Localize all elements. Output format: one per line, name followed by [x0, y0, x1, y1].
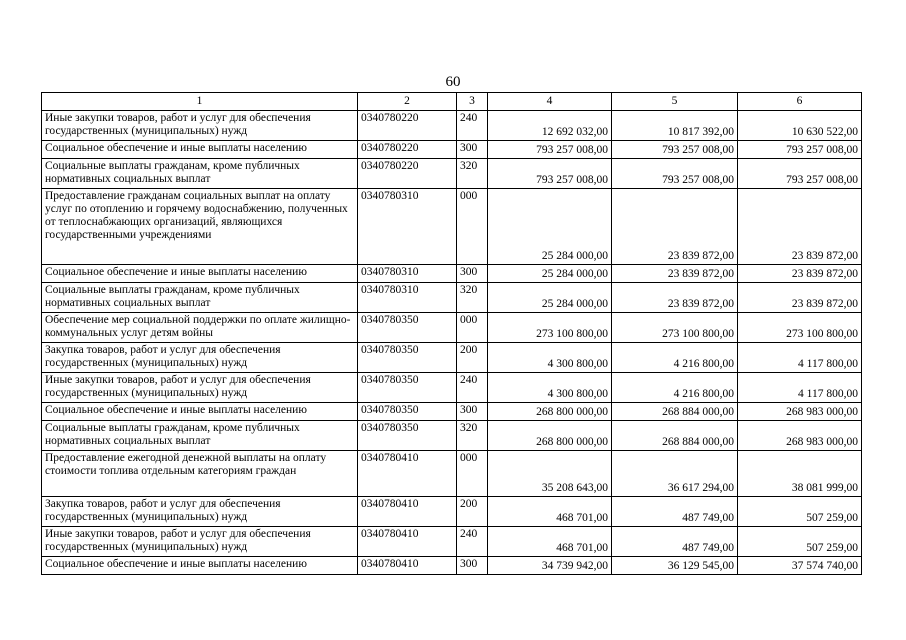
table-row	[42, 497, 862, 527]
row-value-year-1: 468 701,00	[488, 497, 612, 527]
row-value-year-3: 23 839 872,00	[738, 265, 862, 283]
row-name: Иные закупки товаров, работ и услуг для обеспечения государственных (муниципальных) нужд	[42, 373, 358, 403]
row-value-year-3: 4 117 800,00	[738, 343, 862, 373]
row-value-year-3: 37 574 740,00	[738, 557, 862, 575]
row-value-year-2: 36 617 294,00	[612, 451, 738, 497]
table-row	[42, 313, 862, 343]
row-value-year-1: 34 739 942,00	[488, 557, 612, 575]
row-value-year-2: 273 100 800,00	[612, 313, 738, 343]
row-expense-type: 320	[457, 159, 488, 189]
row-code: 0340780410	[358, 527, 457, 557]
row-name: Социальное обеспечение и иные выплаты населению	[42, 557, 358, 575]
row-name: Социальные выплаты гражданам, кроме публичных нормативных социальных выплат	[42, 159, 358, 189]
row-value-year-2: 4 216 800,00	[612, 343, 738, 373]
row-name: Закупка товаров, работ и услуг для обеспечения государственных (муниципальных) нужд	[42, 497, 358, 527]
page-number: 60	[445, 74, 461, 90]
row-value-year-3: 23 839 872,00	[738, 283, 862, 313]
row-value-year-3: 23 839 872,00	[738, 189, 862, 265]
row-expense-type: 000	[457, 451, 488, 497]
table-row	[42, 141, 862, 159]
row-expense-type: 300	[457, 141, 488, 159]
row-name: Социальное обеспечение и иные выплаты населению	[42, 141, 358, 159]
table-row	[42, 373, 862, 403]
row-code: 0340780350	[358, 421, 457, 451]
table-row	[42, 159, 862, 189]
row-name: Социальное обеспечение и иные выплаты населению	[42, 403, 358, 421]
row-code: 0340780350	[358, 313, 457, 343]
row-value-year-1: 25 284 000,00	[488, 283, 612, 313]
row-expense-type: 320	[457, 421, 488, 451]
table-row	[42, 527, 862, 557]
row-value-year-2: 268 884 000,00	[612, 403, 738, 421]
column-header: 1	[42, 93, 358, 111]
table-body	[42, 111, 862, 575]
row-name: Социальные выплаты гражданам, кроме публичных нормативных социальных выплат	[42, 421, 358, 451]
row-code: 0340780350	[358, 403, 457, 421]
row-expense-type: 240	[457, 527, 488, 557]
row-code: 0340780310	[358, 189, 457, 265]
row-code: 0340780220	[358, 159, 457, 189]
row-expense-type: 300	[457, 403, 488, 421]
row-value-year-3: 268 983 000,00	[738, 421, 862, 451]
row-code: 0340780350	[358, 373, 457, 403]
row-value-year-3: 268 983 000,00	[738, 403, 862, 421]
table-row	[42, 451, 862, 497]
row-code: 0340780310	[358, 265, 457, 283]
row-name: Закупка товаров, работ и услуг для обеспечения государственных (муниципальных) нужд	[42, 343, 358, 373]
row-value-year-2: 23 839 872,00	[612, 283, 738, 313]
row-code: 0340780410	[358, 557, 457, 575]
table-row	[42, 403, 862, 421]
row-value-year-1: 12 692 032,00	[488, 111, 612, 141]
table-header	[42, 93, 862, 111]
row-code: 0340780410	[358, 451, 457, 497]
table-row	[42, 283, 862, 313]
column-header: 3	[457, 93, 488, 111]
row-value-year-3: 10 630 522,00	[738, 111, 862, 141]
row-name: Обеспечение мер социальной поддержки по оплате жилищно-коммунальных услуг детям войны	[42, 313, 358, 343]
table-row	[42, 343, 862, 373]
row-value-year-1: 4 300 800,00	[488, 343, 612, 373]
row-expense-type: 200	[457, 343, 488, 373]
row-expense-type: 200	[457, 497, 488, 527]
row-code: 0340780220	[358, 111, 457, 141]
row-value-year-2: 23 839 872,00	[612, 265, 738, 283]
row-value-year-1: 268 800 000,00	[488, 403, 612, 421]
column-header: 5	[612, 93, 738, 111]
row-name: Социальное обеспечение и иные выплаты населению	[42, 265, 358, 283]
row-expense-type: 300	[457, 557, 488, 575]
row-value-year-1: 793 257 008,00	[488, 159, 612, 189]
row-expense-type: 320	[457, 283, 488, 313]
row-name: Предоставление гражданам социальных выплат на оплату услуг по отоплению и горячему водоснабжению, полученных от теплоснабжающих организаций, являющихся государственными учреждениями	[42, 189, 358, 265]
row-value-year-2: 23 839 872,00	[612, 189, 738, 265]
row-value-year-2: 4 216 800,00	[612, 373, 738, 403]
column-header: 4	[488, 93, 612, 111]
row-value-year-3: 793 257 008,00	[738, 159, 862, 189]
row-value-year-1: 793 257 008,00	[488, 141, 612, 159]
table-row	[42, 189, 862, 265]
row-value-year-1: 268 800 000,00	[488, 421, 612, 451]
row-value-year-1: 273 100 800,00	[488, 313, 612, 343]
row-expense-type: 000	[457, 189, 488, 265]
row-code: 0340780350	[358, 343, 457, 373]
row-value-year-3: 507 259,00	[738, 497, 862, 527]
column-header: 6	[738, 93, 862, 111]
row-value-year-3: 507 259,00	[738, 527, 862, 557]
row-value-year-1: 4 300 800,00	[488, 373, 612, 403]
row-value-year-3: 273 100 800,00	[738, 313, 862, 343]
row-code: 0340780410	[358, 497, 457, 527]
row-value-year-1: 35 208 643,00	[488, 451, 612, 497]
table-row	[42, 557, 862, 575]
row-value-year-1: 25 284 000,00	[488, 265, 612, 283]
header-row	[42, 93, 862, 111]
row-value-year-2: 268 884 000,00	[612, 421, 738, 451]
column-header: 2	[358, 93, 457, 111]
row-name: Иные закупки товаров, работ и услуг для обеспечения государственных (муниципальных) нужд	[42, 527, 358, 557]
row-value-year-2: 487 749,00	[612, 527, 738, 557]
table-row	[42, 111, 862, 141]
row-code: 0340780220	[358, 141, 457, 159]
row-value-year-2: 36 129 545,00	[612, 557, 738, 575]
table-row	[42, 265, 862, 283]
row-expense-type: 000	[457, 313, 488, 343]
row-name: Иные закупки товаров, работ и услуг для обеспечения государственных (муниципальных) нужд	[42, 111, 358, 141]
table-row	[42, 421, 862, 451]
row-value-year-2: 10 817 392,00	[612, 111, 738, 141]
row-value-year-2: 487 749,00	[612, 497, 738, 527]
row-value-year-1: 468 701,00	[488, 527, 612, 557]
row-value-year-3: 38 081 999,00	[738, 451, 862, 497]
row-code: 0340780310	[358, 283, 457, 313]
row-name: Предоставление ежегодной денежной выплаты на оплату стоимости топлива отдельным категориям граждан	[42, 451, 358, 497]
row-value-year-1: 25 284 000,00	[488, 189, 612, 265]
row-value-year-3: 793 257 008,00	[738, 141, 862, 159]
row-expense-type: 300	[457, 265, 488, 283]
row-name: Социальные выплаты гражданам, кроме публичных нормативных социальных выплат	[42, 283, 358, 313]
row-expense-type: 240	[457, 373, 488, 403]
row-expense-type: 240	[457, 111, 488, 141]
row-value-year-3: 4 117 800,00	[738, 373, 862, 403]
row-value-year-2: 793 257 008,00	[612, 159, 738, 189]
budget-table	[41, 92, 862, 575]
row-value-year-2: 793 257 008,00	[612, 141, 738, 159]
